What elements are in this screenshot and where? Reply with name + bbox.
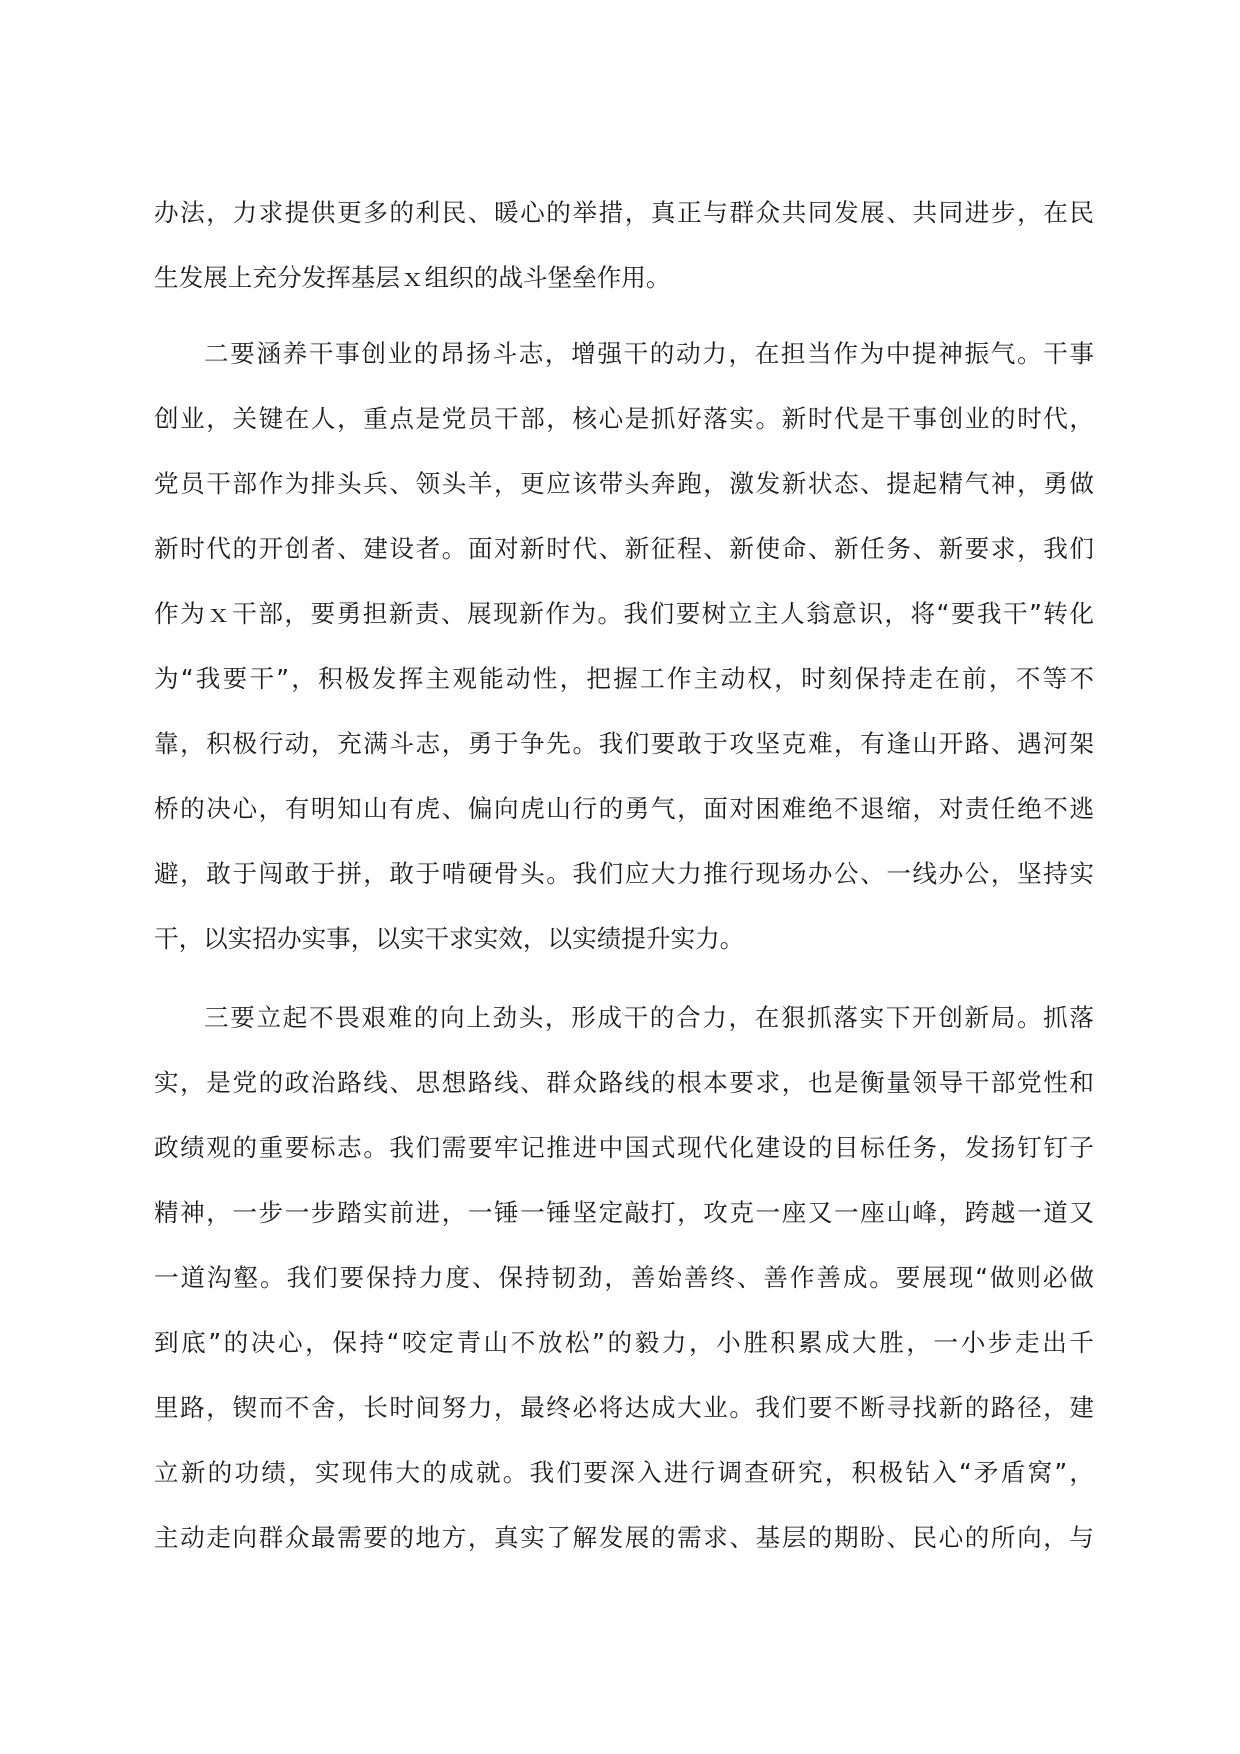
text-line: 桥的决心，有明知山有虎、偏向虎山行的勇气，面对困难绝不退缩，对责任绝不逃 <box>154 794 1094 823</box>
text-line: 作为ｘ干部，要勇担新责、展现新作为。我们要树立主人翁意识，将“要我干”转化 <box>154 599 1094 628</box>
text-line: 政绩观的重要标志。我们需要牢记推进中国式现代化建设的目标任务，发扬钉钉子 <box>154 1133 1094 1162</box>
text-line: 为“我要干”，积极发挥主观能动性，把握工作主动权，时刻保持走在前，不等不 <box>154 664 1094 693</box>
text-line: 新时代的开创者、建设者。面对新时代、新征程、新使命、新任务、新要求，我们 <box>154 534 1094 563</box>
text-line: 靠，积极行动，充满斗志，勇于争先。我们要敢于攻坚克难，有逢山开路、遇河架 <box>154 729 1094 758</box>
text-line: 立新的功绩，实现伟大的成就。我们要深入进行调查研究，积极钻入“矛盾窝”， <box>154 1458 1094 1487</box>
text-line: 避，敢于闯敢于拼，敢于啃硬骨头。我们应大力推行现场办公、一线办公，坚持实 <box>154 859 1094 888</box>
text-line: 一道沟壑。我们要保持力度、保持韧劲，善始善终、善作善成。要展现“做则必做 <box>154 1263 1094 1292</box>
text-line: 办法，力求提供更多的利民、暖心的举措，真正与群众共同发展、共同进步，在民 <box>154 198 1094 227</box>
paragraph-3 <box>154 985 1094 1570</box>
text-line: 党员干部作为排头兵、领头羊，更应该带头奔跑，激发新状态、提起精气神，勇做 <box>154 469 1094 498</box>
paragraph-2 <box>154 321 1094 971</box>
text-line: 生发展上充分发挥基层ｘ组织的战斗堡垒作用。 <box>154 263 671 292</box>
text-line: 三要立起不畏艰难的向上劲头，形成干的合力，在狠抓落实下开创新局。抓落 <box>204 1003 1094 1032</box>
text-line: 精神，一步一步踏实前进，一锤一锤坚定敲打，攻克一座又一座山峰，跨越一道又 <box>154 1198 1094 1227</box>
paragraph-1 <box>154 180 1094 310</box>
text-line: 二要涵养干事创业的昂扬斗志，增强干的动力，在担当作为中提神振气。干事 <box>204 339 1094 368</box>
text-line: 里路，锲而不舍，长时间努力，最终必将达成大业。我们要不断寻找新的路径，建 <box>154 1393 1094 1422</box>
text-line: 干，以实招办实事，以实干求实效，以实绩提升实力。 <box>154 924 745 953</box>
text-line: 实，是党的政治路线、思想路线、群众路线的根本要求，也是衡量领导干部党性和 <box>154 1068 1094 1097</box>
text-line: 主动走向群众最需要的地方，真实了解发展的需求、基层的期盼、民心的所向，与 <box>154 1523 1094 1552</box>
text-line: 创业，关键在人，重点是党员干部，核心是抓好落实。新时代是干事创业的时代， <box>154 404 1094 433</box>
text-line: 到底”的决心，保持“咬定青山不放松”的毅力，小胜积累成大胜，一小步走出千 <box>154 1328 1094 1357</box>
